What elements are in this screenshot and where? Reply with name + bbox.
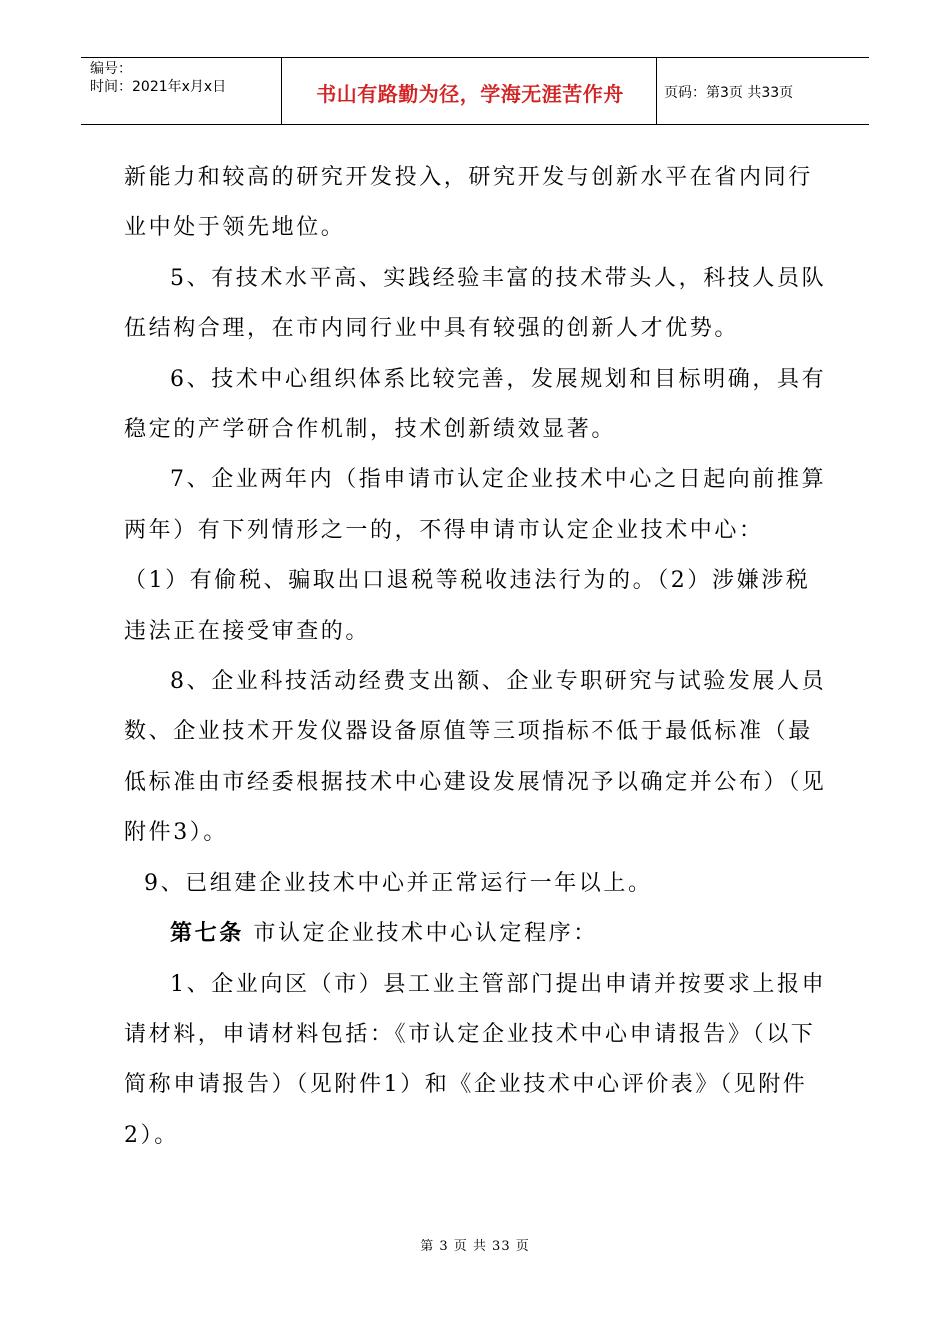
document-number-label: 编号： [90, 61, 132, 77]
header-motto: 书山有路勤为径，学海无涯苦作舟 [316, 81, 624, 106]
header-page-info: 页码：第3页 共33页 [664, 85, 794, 101]
page-footer: 第 3 页 共 33 页 [420, 1239, 530, 1254]
document-body [124, 153, 829, 1161]
article-title: 市认定企业技术中心认定程序： [243, 921, 598, 947]
paragraph-item-7: 7、企业两年内（指申请市认定企业技术中心之日起向前推算两年）有下列情形之一的，不得申请市认定企业技术中心： [124, 467, 827, 543]
header-meta [90, 60, 226, 96]
paragraph-item-7-subitems: （1）有偷税、骗取出口退税等税收违法行为的。（2）涉嫌涉税违法正在接受审查的。 [124, 568, 811, 644]
article-label: 第七条 [170, 921, 244, 947]
paragraph-item-6: 6、技术中心组织体系比较完善，发展规划和目标明确，具有稳定的产学研合作机制，技术创新绩效显著。 [124, 366, 827, 443]
header-divider [281, 58, 282, 124]
paragraph-item-5: 5、有技术水平高、实践经验丰富的技术带头人，科技人员队伍结构合理，在市内同行业中具有较强的创新人才优势。 [124, 265, 827, 342]
page-header [81, 57, 869, 125]
paragraph-continued: 新能力和较高的研究开发投入，研究开发与创新水平在省内同行业中处于领先地位。 [124, 165, 813, 241]
article-heading [124, 909, 829, 959]
header-divider [656, 58, 657, 124]
paragraph-procedure-1: 1、企业向区（市）县工业主管部门提出申请并按要求上报申请材料，申请材料包括：《市认定企业技术中心申请报告》（以下简称申请报告）（见附件1）和《企业技术中心评价表》（见附件2）。 [124, 971, 827, 1148]
paragraph-item-9: 9、已组建企业技术中心并正常运行一年以上。 [144, 870, 653, 896]
paragraph-item-8: 8、企业科技活动经费支出额、企业专职研究与试验发展人员数、企业技术开发仪器设备原值等三项指标不低于最低标准（最低标准由市经委根据技术中心建设发展情况予以确定并公布）（见附件3）。 [124, 669, 827, 846]
document-date: 时间：2021年x月x日 [90, 79, 227, 95]
